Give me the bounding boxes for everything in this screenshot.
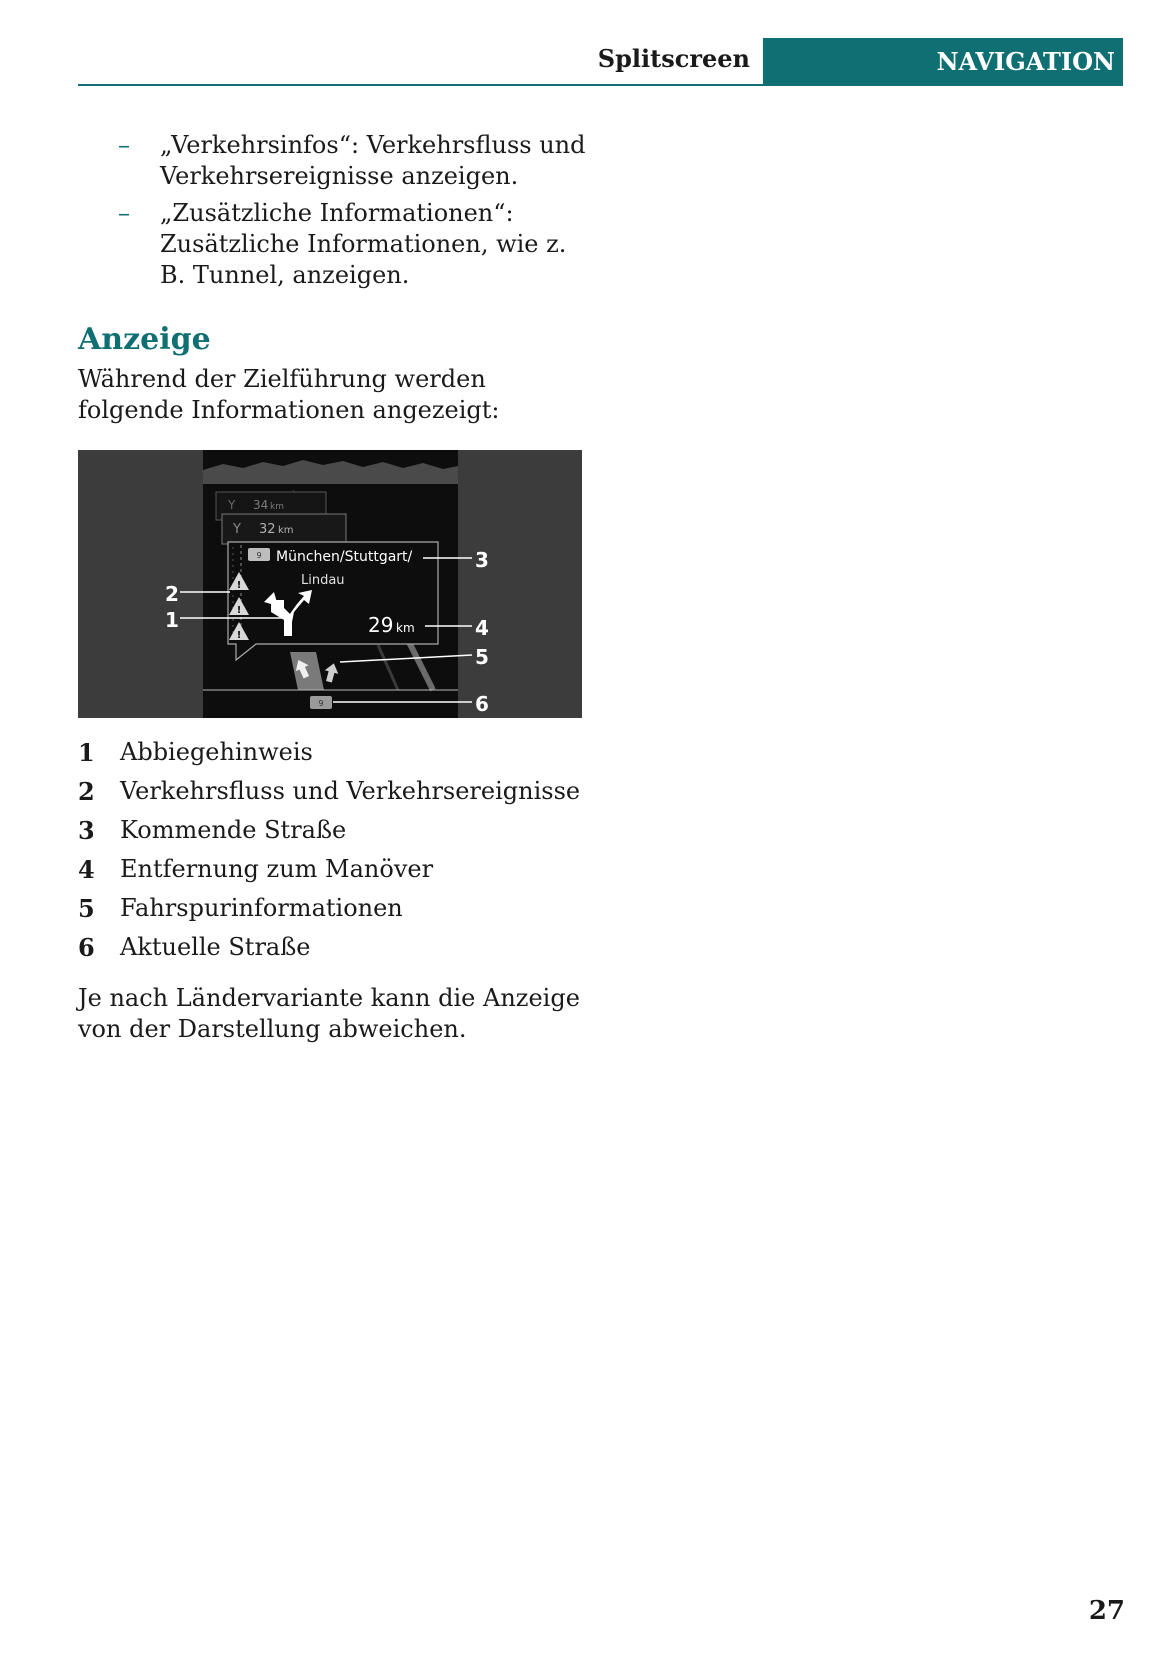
- legend-item: [78, 811, 598, 850]
- option-list: [78, 130, 598, 297]
- legend-number: 3: [78, 816, 95, 845]
- maneuver-distance: 29: [368, 613, 394, 637]
- callout-number: 2: [165, 582, 179, 606]
- legend-item: [78, 889, 598, 928]
- fork-icon: Y: [228, 498, 236, 512]
- intro-paragraph: Während der Zielführung werden folgende Informationen angezeigt:: [78, 365, 500, 424]
- bullet-dash: –: [118, 199, 130, 227]
- page-number: 27: [1088, 1596, 1125, 1626]
- list-item: [78, 198, 598, 291]
- bullet-text: „Verkehrsinfos“: Verkehrsfluss und Verkehrsereignisse anzeigen.: [160, 131, 586, 190]
- legend-number: 2: [78, 777, 95, 806]
- card-distance: 32: [259, 522, 276, 537]
- card-distance-unit: km: [270, 502, 284, 512]
- navigation-display-figure: [78, 450, 582, 718]
- bullet-dash: –: [118, 131, 130, 159]
- maneuver-distance-unit: km: [396, 621, 415, 635]
- closing-paragraph: Je nach Ländervariante kann die Anzeige von der Darstellung abweichen.: [78, 984, 580, 1043]
- legend-item: [78, 928, 598, 967]
- card-distance-unit: km: [278, 525, 294, 536]
- chapter-tab: NAVIGATION: [763, 38, 1123, 86]
- legend-number: 6: [78, 933, 95, 962]
- callout-number: 3: [475, 548, 489, 572]
- svg-text:!: !: [236, 580, 242, 591]
- callout-number: 4: [475, 616, 489, 640]
- legend-label: Abbiegehinweis: [120, 738, 313, 766]
- figure-legend: [78, 733, 598, 967]
- road-number: 9: [256, 551, 262, 560]
- callout-number: 1: [165, 608, 179, 632]
- callout-number: 6: [475, 692, 489, 716]
- legend-label: Entfernung zum Manöver: [120, 855, 434, 883]
- legend-label: Verkehrsfluss und Verkehrsereignisse: [120, 777, 581, 805]
- card-distance: 34: [253, 498, 269, 512]
- legend-number: 4: [78, 855, 95, 884]
- callout-number: 5: [475, 645, 489, 669]
- running-header-section: Splitscreen: [597, 44, 750, 73]
- legend-item: [78, 733, 598, 772]
- section-title: Anzeige: [78, 322, 211, 357]
- legend-number: 1: [78, 738, 95, 767]
- legend-item: [78, 772, 598, 811]
- bullet-text: „Zusätzliche Informationen“: Zusätzliche Informationen, wie z. B. Tunnel, anzeigen.: [160, 199, 567, 289]
- legend-label: Fahrspurinformationen: [120, 894, 403, 922]
- destination-line-2: Lindau: [301, 573, 345, 588]
- list-item: [78, 130, 598, 192]
- current-road-number: 9: [318, 699, 324, 708]
- legend-item: [78, 850, 598, 889]
- legend-number: 5: [78, 894, 95, 923]
- fork-icon: Y: [233, 522, 241, 537]
- header-rule: [78, 84, 763, 86]
- legend-label: Kommende Straße: [120, 816, 347, 844]
- destination-line-1: München/Stuttgart/: [276, 549, 413, 565]
- legend-label: Aktuelle Straße: [120, 933, 311, 961]
- svg-text:!: !: [236, 630, 242, 641]
- svg-text:!: !: [236, 605, 242, 616]
